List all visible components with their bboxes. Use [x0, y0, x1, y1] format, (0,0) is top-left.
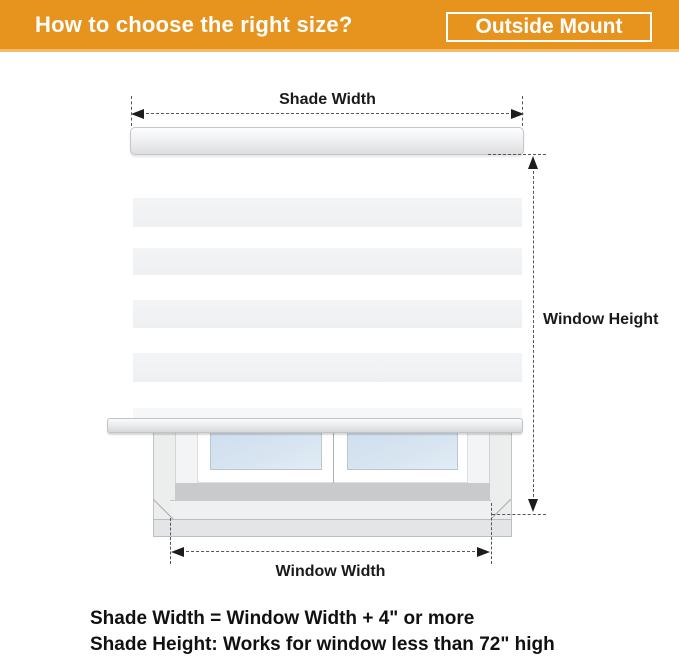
extension-line [491, 503, 492, 564]
mount-type-label: Outside Mount [475, 15, 623, 38]
opaque-band [133, 353, 522, 382]
window-width-arrow-line [181, 551, 480, 552]
arrowhead-left-icon [171, 547, 184, 557]
window-height-arrow-line [533, 166, 534, 502]
shade-bottom-bar [107, 418, 523, 433]
shade-fabric [133, 155, 522, 418]
opaque-band [133, 408, 522, 418]
mount-type-badge [446, 12, 652, 42]
extension-line [170, 518, 171, 564]
extension-line [131, 96, 132, 126]
header-banner [0, 0, 679, 49]
shade-width-arrow-line [141, 113, 514, 114]
arrowhead-right-icon [477, 547, 490, 557]
arrowhead-up-icon [528, 156, 538, 169]
shade-width-label: Shade Width [279, 91, 376, 108]
sizing-note-height: Shade Height: Works for window less than 72" high [90, 634, 555, 655]
window-height-label: Window Height [543, 311, 659, 328]
window-pane-left [210, 430, 322, 470]
arrowhead-left-icon [131, 109, 144, 119]
window-frame-shadow-band [175, 483, 490, 500]
banner-accent-strip [0, 49, 679, 52]
opaque-band [133, 248, 522, 275]
window-mullion [333, 428, 334, 483]
arrowhead-down-icon [528, 499, 538, 512]
window-sill [170, 500, 491, 519]
reference-line-top [488, 154, 546, 155]
window-bottom-casing [153, 519, 512, 537]
window-pane-right [347, 430, 458, 470]
window-width-label: Window Width [275, 563, 386, 580]
shade-headrail [130, 127, 524, 155]
extension-line [522, 96, 523, 126]
opaque-band [133, 198, 522, 227]
sizing-note-width: Shade Width = Window Width + 4" or more [90, 608, 475, 629]
sizing-notes [90, 606, 555, 658]
opaque-band [133, 300, 522, 328]
banner-title: How to choose the right size? [35, 11, 353, 37]
reference-line-bottom [492, 514, 546, 515]
